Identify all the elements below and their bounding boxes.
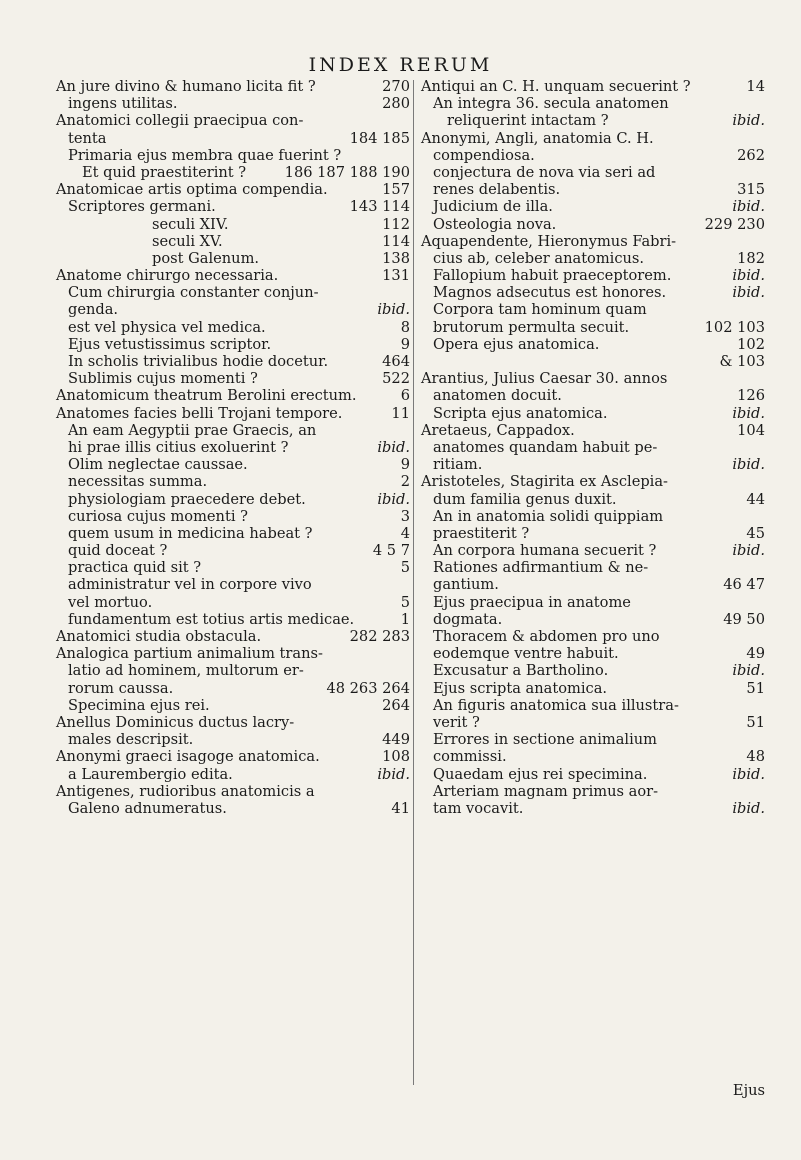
entry-page: 9	[400, 335, 410, 353]
entry-page: 184 185	[349, 129, 410, 147]
entry-page: 51	[746, 679, 765, 697]
entry-text: tam vocavit.	[433, 799, 524, 817]
entry-text: Arteriam magnam primus aor-	[433, 782, 659, 800]
index-entry	[421, 473, 765, 490]
index-entry	[421, 783, 765, 800]
index-entry	[56, 731, 410, 748]
entry-text: Antiqui an C. H. unquam secuerint ?	[421, 78, 691, 95]
index-entry	[56, 439, 410, 456]
index-entry	[56, 233, 410, 250]
index-entry	[421, 439, 765, 456]
index-entry	[421, 95, 765, 112]
entry-text: physiologiam praecedere debet.	[68, 490, 306, 508]
entry-text: dogmata.	[433, 610, 503, 628]
entry-text: Sublimis cujus momenti ?	[68, 370, 258, 388]
entry-page: 182	[737, 249, 765, 267]
entry-text: gantium.	[433, 576, 499, 594]
entry-text: praestiterit ?	[433, 524, 530, 542]
entry-page: 229 230	[704, 215, 765, 233]
entry-text: Excusatur a Bartholino.	[433, 662, 609, 680]
entry-text: anatomes quandam habuit pe-	[433, 438, 658, 456]
entry-page: 2	[400, 473, 410, 491]
entry-page: ibid.	[377, 490, 410, 508]
index-entry	[56, 456, 410, 473]
entry-page: ibid.	[732, 662, 765, 680]
entry-text: Primaria ejus membra quae fuerint ?	[68, 146, 342, 164]
entry-page: & 103	[719, 353, 765, 370]
index-entry	[56, 284, 410, 301]
entry-text: Corpora tam hominum quam	[433, 301, 647, 319]
index-entry	[421, 542, 765, 559]
entry-text: seculi XV.	[152, 232, 223, 250]
entry-text: commissi.	[433, 748, 507, 766]
entry-page: 4	[400, 524, 410, 542]
entry-page: 522	[382, 370, 410, 388]
index-entry	[421, 645, 765, 662]
index-entry	[56, 748, 410, 765]
entry-text: administratur vel in corpore vivo	[68, 576, 312, 594]
index-entry	[421, 525, 765, 542]
entry-text: dum familia genus duxit.	[433, 490, 617, 508]
index-entry	[56, 680, 410, 697]
entry-text: hi prae illis citius exoluerint ?	[68, 438, 289, 456]
entry-text: An eam Aegyptii prae Graecis, an	[68, 421, 317, 439]
entry-text: latio ad hominem, multorum er-	[68, 662, 304, 680]
index-entry	[56, 353, 410, 370]
entry-text: Arantius, Julius Caesar 30. annos	[421, 370, 668, 388]
entry-text: Thoracem & abdomen pro uno	[433, 628, 660, 645]
entry-page: ibid.	[732, 284, 765, 302]
entry-text: Anatomicae artis optima compendia.	[56, 181, 328, 199]
entry-text: Anonymi, Angli, anatomia C. H.	[421, 129, 654, 147]
entry-page: ibid.	[732, 404, 765, 422]
entry-text: Ejus vetustissimus scriptor.	[68, 335, 272, 353]
index-entry	[56, 662, 410, 679]
index-entry	[56, 800, 410, 817]
entry-text: In scholis trivialibus hodie docetur.	[68, 353, 329, 370]
entry-text: necessitas summa.	[68, 473, 208, 491]
entry-page: ibid.	[732, 799, 765, 817]
entry-page: 48 263 264	[326, 679, 410, 697]
index-entry	[56, 78, 410, 95]
entry-text: Olim neglectae caussae.	[68, 456, 248, 474]
entry-page: 4 5 7	[372, 542, 410, 560]
catchword: Ejus	[732, 1082, 765, 1099]
index-entry	[56, 95, 410, 112]
index-entry	[421, 611, 765, 628]
index-entry	[421, 319, 765, 336]
entry-page: 315	[737, 181, 765, 199]
entry-page: ibid.	[377, 301, 410, 319]
index-entry	[56, 714, 410, 731]
entry-text: post Galenum.	[152, 249, 260, 267]
index-entry	[56, 491, 410, 508]
index-entry	[421, 353, 765, 370]
index-entry	[421, 697, 765, 714]
entry-text: ritiam.	[433, 456, 483, 474]
entry-text: renes delabentis.	[433, 181, 561, 199]
index-entry	[421, 216, 765, 233]
entry-page: 264	[382, 696, 410, 714]
index-entry	[56, 405, 410, 422]
entry-text: a Laurembergio edita.	[68, 765, 233, 783]
index-entry	[421, 250, 765, 267]
entry-text: Osteologia nova.	[433, 215, 557, 233]
entry-text: An jure divino & humano licita fit ?	[56, 78, 316, 95]
entry-text: anatomen docuit.	[433, 387, 562, 405]
index-entry	[421, 370, 765, 387]
index-entry	[421, 800, 765, 817]
index-entry	[421, 748, 765, 765]
entry-text: Fallopium habuit praeceptorem.	[433, 267, 672, 285]
entry-page: 44	[746, 490, 765, 508]
entry-page: 9	[400, 456, 410, 474]
index-entry	[56, 112, 410, 129]
entry-text: Cum chirurgia constanter conjun-	[68, 284, 319, 302]
index-entry	[421, 336, 765, 353]
index-entry	[56, 525, 410, 542]
entry-text: Ejus praecipua in anatome	[433, 593, 631, 611]
entry-page: 131	[382, 267, 410, 285]
entry-page: ibid.	[732, 765, 765, 783]
index-entry	[56, 267, 410, 284]
index-entry	[421, 147, 765, 164]
index-entry	[56, 628, 410, 645]
entry-text: seculi XIV.	[152, 215, 229, 233]
entry-text: Opera ejus anatomica.	[433, 335, 600, 353]
index-entry	[421, 78, 765, 95]
entry-page: 45	[746, 524, 765, 542]
entry-page: ibid.	[732, 198, 765, 216]
entry-text: quem usum in medicina habeat ?	[68, 524, 313, 542]
index-entry	[56, 216, 410, 233]
page-title: INDEX RERUM	[308, 54, 493, 76]
entry-text: verit ?	[433, 713, 480, 731]
index-entry	[56, 473, 410, 490]
entry-page: 270	[382, 78, 410, 95]
index-entry	[56, 508, 410, 525]
entry-text: Antigenes, rudioribus anatomicis a	[56, 782, 315, 800]
column-divider	[413, 80, 414, 1085]
index-entry	[56, 198, 410, 215]
entry-text: Anatome chirurgo necessaria.	[56, 267, 279, 285]
entry-page: 6	[400, 387, 410, 405]
entry-text: Judicium de illa.	[433, 198, 553, 216]
index-entry	[421, 766, 765, 783]
entry-page: 157	[382, 181, 410, 199]
entry-page: 8	[400, 318, 410, 336]
index-entry	[56, 542, 410, 559]
entry-page: 464	[382, 353, 410, 370]
entry-text: genda.	[68, 301, 119, 319]
index-entry	[56, 559, 410, 576]
entry-page: ibid.	[377, 438, 410, 456]
entry-text: Errores in sectione animalium	[433, 731, 658, 749]
entry-page: 138	[382, 249, 410, 267]
entry-page: 114	[382, 232, 410, 250]
entry-text: Anellus Dominicus ductus lacry-	[56, 713, 295, 731]
entry-text: tenta	[68, 129, 107, 147]
entry-text: eodemque ventre habuit.	[433, 645, 619, 663]
index-entry	[56, 336, 410, 353]
entry-text: Quaedam ejus rei specimina.	[433, 765, 648, 783]
index-entry	[56, 645, 410, 662]
index-entry	[421, 628, 765, 645]
index-entry	[421, 714, 765, 731]
entry-page: ibid.	[732, 267, 765, 285]
entry-text: Ejus scripta anatomica.	[433, 679, 608, 697]
entry-text: rorum caussa.	[68, 679, 174, 697]
index-entry	[421, 181, 765, 198]
index-entry	[56, 766, 410, 783]
index-entry	[421, 491, 765, 508]
index-entry	[56, 181, 410, 198]
index-entry	[421, 680, 765, 697]
index-entry	[56, 783, 410, 800]
index-entry	[56, 611, 410, 628]
index-entry	[421, 112, 765, 129]
entry-text: Aretaeus, Cappadox.	[421, 421, 575, 439]
index-entry	[56, 697, 410, 714]
entry-page: 49 50	[723, 610, 765, 628]
entry-text: Anatomes facies belli Trojani tempore.	[56, 404, 343, 422]
entry-text: Rationes adfirmantium & ne-	[433, 559, 649, 577]
entry-text: quid doceat ?	[68, 542, 168, 560]
entry-text: Scriptores germani.	[68, 198, 216, 216]
entry-page: 104	[737, 421, 765, 439]
entry-text: cius ab, celeber anatomicus.	[433, 249, 645, 267]
index-entry	[421, 731, 765, 748]
index-entry	[56, 164, 410, 181]
index-entry	[56, 301, 410, 318]
entry-page: 49	[746, 645, 765, 663]
entry-text: est vel physica vel medica.	[68, 318, 266, 336]
entry-text: Aristoteles, Stagirita ex Asclepia-	[421, 473, 668, 491]
entry-text: conjectura de nova via seri ad	[433, 163, 656, 181]
entry-page: ibid.	[732, 112, 765, 130]
entry-text: vel mortuo.	[68, 593, 153, 611]
entry-text: Galeno adnumeratus.	[68, 799, 227, 817]
entry-text: An corpora humana secuerit ?	[433, 542, 657, 560]
entry-page: 48	[746, 748, 765, 766]
entry-text: An figuris anatomica sua illustra-	[433, 696, 679, 714]
entry-text: reliquerint intactam ?	[447, 112, 609, 130]
entry-text: ingens utilitas.	[68, 95, 178, 113]
entry-text: curiosa cujus momenti ?	[68, 507, 248, 525]
entry-page: 102	[737, 335, 765, 353]
index-entry	[421, 559, 765, 576]
entry-page: 51	[746, 713, 765, 731]
entry-text: brutorum permulta secuit.	[433, 318, 630, 336]
entry-page: 108	[382, 748, 410, 766]
entry-text: Anatomicum theatrum Berolini erectum.	[56, 387, 357, 405]
entry-page: 5	[400, 593, 410, 611]
index-entry	[56, 576, 410, 593]
left-column	[56, 78, 410, 817]
entry-page: 126	[737, 387, 765, 405]
entry-text: Anatomici collegii praecipua con-	[56, 112, 304, 130]
entry-page: 102 103	[704, 318, 765, 336]
index-entry	[56, 250, 410, 267]
index-entry	[421, 422, 765, 439]
entry-text: Analogica partium animalium trans-	[56, 645, 323, 663]
entry-text: An integra 36. secula anatomen	[433, 95, 669, 113]
entry-text: Aquapendente, Hieronymus Fabri-	[421, 232, 677, 250]
entry-text: fundamentum est totius artis medicae.	[68, 610, 355, 628]
index-entry	[56, 387, 410, 404]
index-entry	[421, 164, 765, 181]
entry-page: 41	[391, 799, 410, 817]
entry-page: 112	[382, 215, 410, 233]
entry-text: males descripsit.	[68, 731, 194, 749]
entry-text: compendiosa.	[433, 146, 535, 164]
entry-text: An in anatomia solidi quippiam	[433, 507, 664, 525]
entry-page: 14	[746, 78, 765, 95]
entry-page: 282 283	[349, 628, 410, 645]
entry-page: 262	[737, 146, 765, 164]
index-entry	[421, 233, 765, 250]
index-entry	[421, 267, 765, 284]
index-entry	[56, 147, 410, 164]
entry-page: 46 47	[723, 576, 765, 594]
entry-text: Anonymi graeci isagoge anatomica.	[56, 748, 320, 766]
index-entry	[421, 576, 765, 593]
entry-page: ibid.	[732, 542, 765, 560]
index-entry	[56, 422, 410, 439]
index-entry	[421, 198, 765, 215]
index-entry	[421, 130, 765, 147]
index-entry	[56, 130, 410, 147]
index-entry	[421, 594, 765, 611]
index-entry	[56, 594, 410, 611]
entry-page: 143 114	[349, 198, 410, 216]
entry-page: 280	[382, 95, 410, 113]
entry-text: Anatomici studia obstacula.	[56, 628, 262, 645]
entry-page: 1	[400, 610, 410, 628]
entry-text: practica quid sit ?	[68, 559, 202, 577]
entry-page: ibid.	[732, 456, 765, 474]
entry-page: 449	[382, 731, 410, 749]
index-entry	[421, 387, 765, 404]
index-entry	[421, 405, 765, 422]
right-column	[421, 78, 765, 817]
entry-page: 11	[391, 404, 410, 422]
entry-text: Magnos adsecutus est honores.	[433, 284, 667, 302]
entry-page: 186 187 188 190	[284, 163, 410, 181]
entry-page: ibid.	[377, 765, 410, 783]
index-entry	[56, 370, 410, 387]
index-entry	[56, 319, 410, 336]
entry-page: 5	[400, 559, 410, 577]
index-entry	[421, 662, 765, 679]
entry-text: Et quid praestiterint ?	[82, 163, 247, 181]
entry-text: Specimina ejus rei.	[68, 696, 210, 714]
index-entry	[421, 456, 765, 473]
entry-text: Scripta ejus anatomica.	[433, 404, 608, 422]
index-entry	[421, 284, 765, 301]
index-entry	[421, 301, 765, 318]
index-entry	[421, 508, 765, 525]
entry-page: 3	[400, 507, 410, 525]
